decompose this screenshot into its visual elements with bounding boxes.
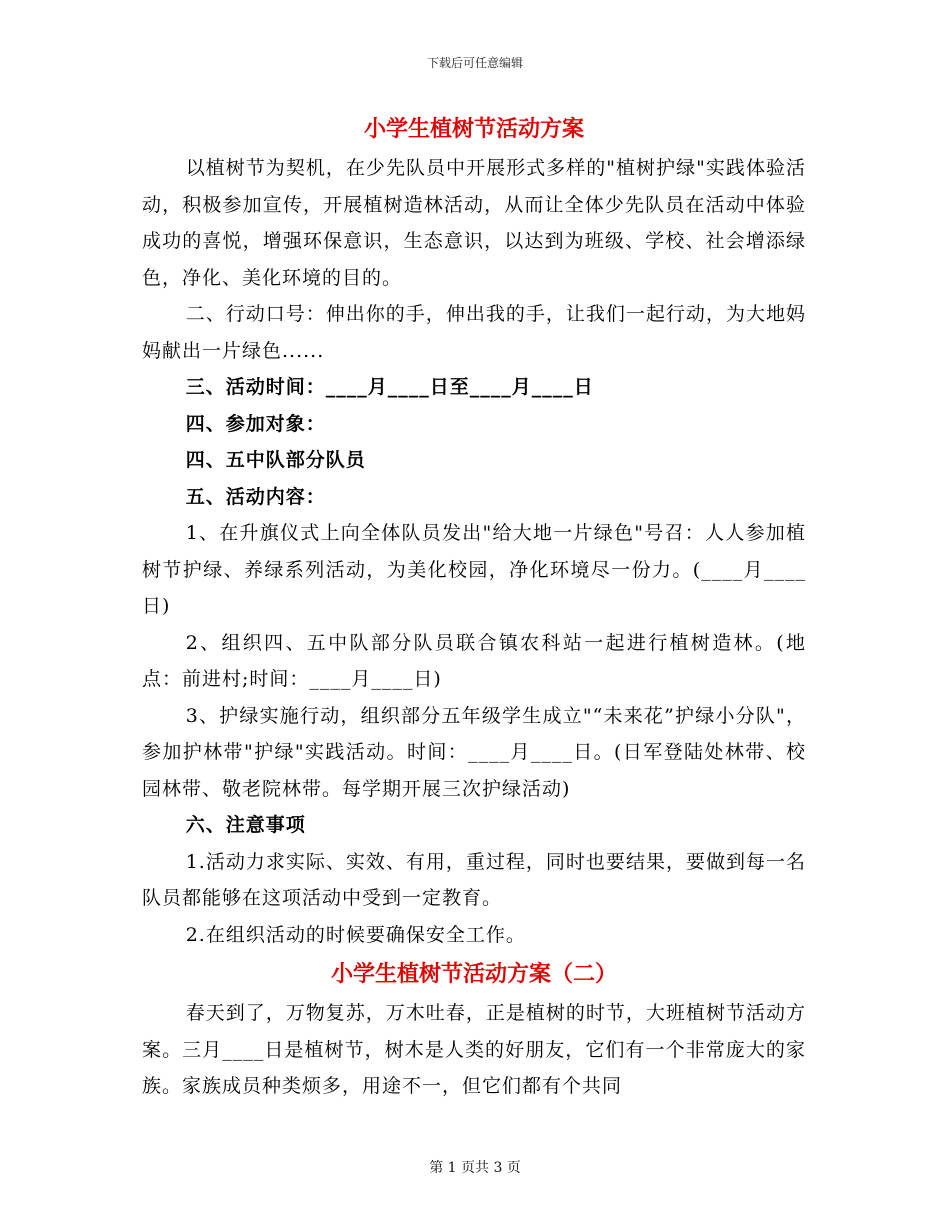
document-title: 小学生植树节活动方案: [363, 116, 584, 142]
participants-heading: 四、参加对象：: [185, 412, 326, 435]
content-item-1: 1、在升旗仪式上向全体队员发出"给大地一片绿色"号召：人人参加植树节护绿、养绿系列活动，为美化校园，净化环境尽一份力。(____月____日): [142, 522, 806, 617]
spring-paragraph: 春天到了，万物复苏，万木吐春，正是植树的时节，大班植树节活动方案。三月____日是植树节，树木是人类的好朋友，它们有一个非常庞大的家族。家族成员种类烦多，用途不一，但它们都有个共同: [142, 1002, 806, 1097]
content-item-2: 2、组织四、五中队部分队员联合镇农科站一起进行植树造林。(地点：前进村;时间：____月____日): [142, 631, 806, 690]
participants-value: 四、五中队部分队员: [185, 449, 366, 471]
document-body: [142, 108, 806, 1105]
intro-paragraph: 以植树节为契机，在少先队员中开展形式多样的"植树护绿"实践体验活动，积极参加宣传，开展植树造林活动，从而让全体少先队员在活动中体验成功的喜悦，增强环保意识，生态意识，以达到为班级、学校、社会增添绿色，净化、美化环境的目的。: [142, 157, 806, 289]
notice-heading: 六、注意事项: [185, 814, 306, 836]
notice-item-1: 1.活动力求实际、实效、有用，重过程，同时也要结果，要做到每一名队员都能够在这项活动中受到一定教育。: [142, 850, 806, 909]
content-heading: 五、活动内容：: [185, 485, 326, 508]
page-header: 下载后可任意编辑: [426, 56, 523, 70]
content-item-3: 3、护绿实施行动，组织部分五年级学生成立"“未来花”护绿小分队"，参加护林带"护绿"实践活动。时间：____月____日。(日军登陆处林带、校园林带、敬老院林带。每学期开展三次护绿活动): [142, 704, 806, 800]
page-footer: 第 1 页共 3 页: [429, 1160, 521, 1176]
activity-time: 三、活动时间：____月____日至____月____日: [185, 376, 594, 398]
notice-item-2: 2.在组织活动的时候要确保安全工作。: [185, 923, 526, 946]
section-title-2: 小学生植树节活动方案（二）: [330, 961, 617, 987]
slogan-paragraph: 二、行动口号：伸出你的手，伸出我的手，让我们一起行动，为大地妈妈献出一片绿色......: [142, 303, 806, 362]
